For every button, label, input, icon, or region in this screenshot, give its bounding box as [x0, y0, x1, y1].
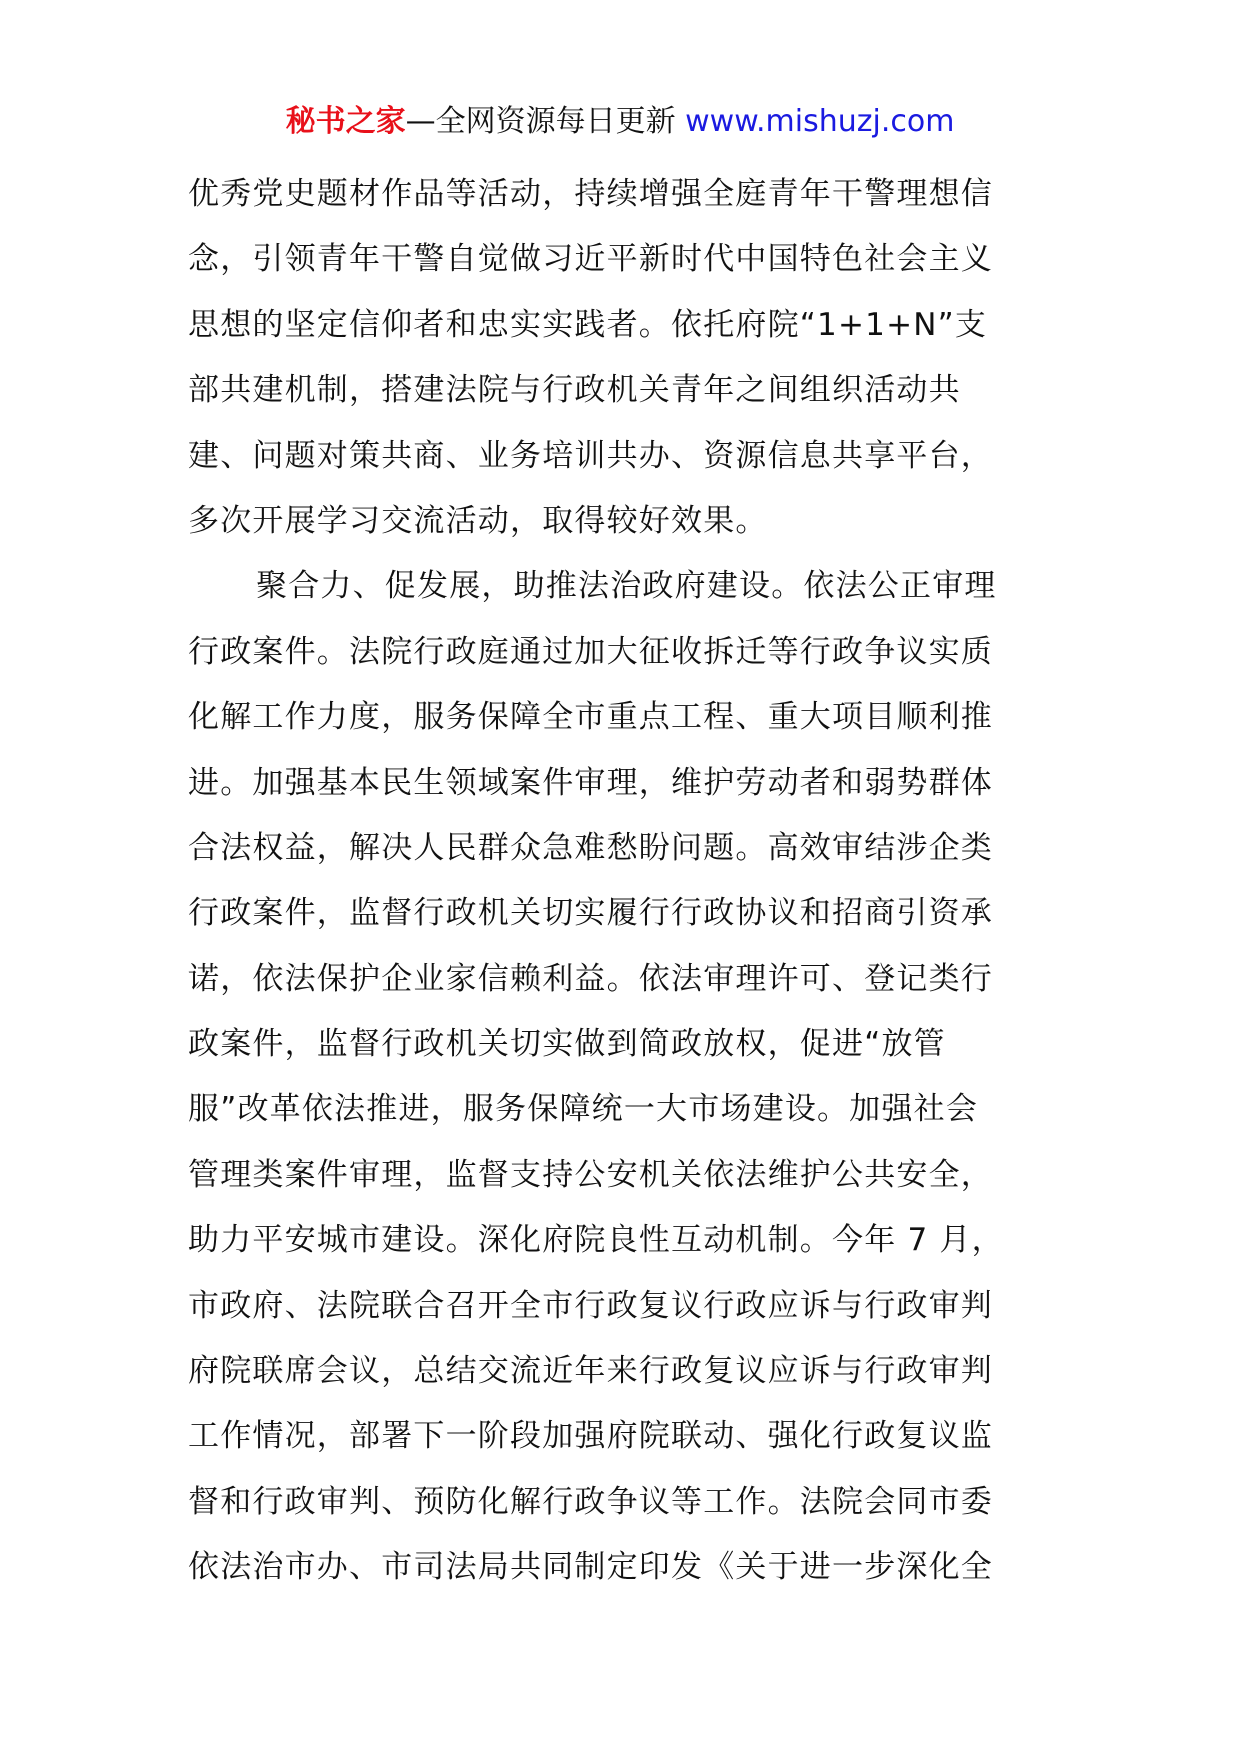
text-line: 多次开展学习交流活动，取得较好效果。 [188, 502, 768, 539]
text-line: 合法权益，解决人民群众急难愁盼问题。高效审结涉企类 [188, 829, 993, 866]
site-brand: 秘书之家 [285, 104, 406, 139]
text-line: 市政府、法院联合召开全市行政复议行政应诉与行政审判 [188, 1287, 993, 1324]
text-line: 管理类案件审理，监督支持公安机关依法维护公共安全， [188, 1156, 993, 1193]
text-line: 行政案件，监督行政机关切实履行行政协议和招商引资承 [188, 895, 993, 932]
text-line: 化解工作力度，服务保障全市重点工程、重大项目顺利推 [188, 699, 993, 736]
site-url-link[interactable]: www.mishuzj.com [685, 104, 955, 139]
text-line: 优秀党史题材作品等活动，持续增强全庭青年干警理想信 [188, 176, 993, 212]
text-line: 助力平安城市建设。深化府院良性互动机制。今年 7 月， [188, 1222, 1004, 1259]
text-line: 进。加强基本民生领域案件审理，维护劳动者和弱势群体 [188, 764, 993, 801]
site-tagline: —全网资源每日更新 [405, 104, 686, 139]
text-line: 诺，依法保护企业家信赖利益。依法审理许可、登记类行 [188, 960, 993, 997]
text-line: 建、问题对策共商、业务培训共办、资源信息共享平台， [188, 437, 993, 474]
text-line: 依法治市办、市司法局共同制定印发《关于进一步深化全 [188, 1549, 993, 1586]
text-line: 思想的坚定信仰者和忠实实践者。依托府院“1+1+N”支 [188, 306, 988, 343]
text-line: 念，引领青年干警自觉做习近平新时代中国特色社会主义 [188, 241, 993, 278]
paragraph-start-line: 聚合力、促发展，助推法治政府建设。依法公正审理 [256, 568, 997, 605]
text-line: 服”改革依法推进，服务保障统一大市场建设。加强社会 [188, 1091, 979, 1128]
page-header [0, 100, 1240, 144]
text-line: 行政案件。法院行政庭通过加大征收拆迁等行政争议实质 [188, 633, 993, 670]
text-line: 府院联席会议，总结交流近年来行政复议应诉与行政审判 [188, 1353, 993, 1390]
text-line: 政案件，监督行政机关切实做到简政放权，促进“放管 [188, 1026, 946, 1063]
text-line: 督和行政审判、预防化解行政争议等工作。法院会同市委 [188, 1483, 993, 1520]
text-line: 部共建机制，搭建法院与行政机关青年之间组织活动共 [188, 372, 961, 409]
text-line: 工作情况，部署下一阶段加强府院联动、强化行政复议监 [188, 1418, 993, 1455]
document-body [188, 162, 1058, 1601]
